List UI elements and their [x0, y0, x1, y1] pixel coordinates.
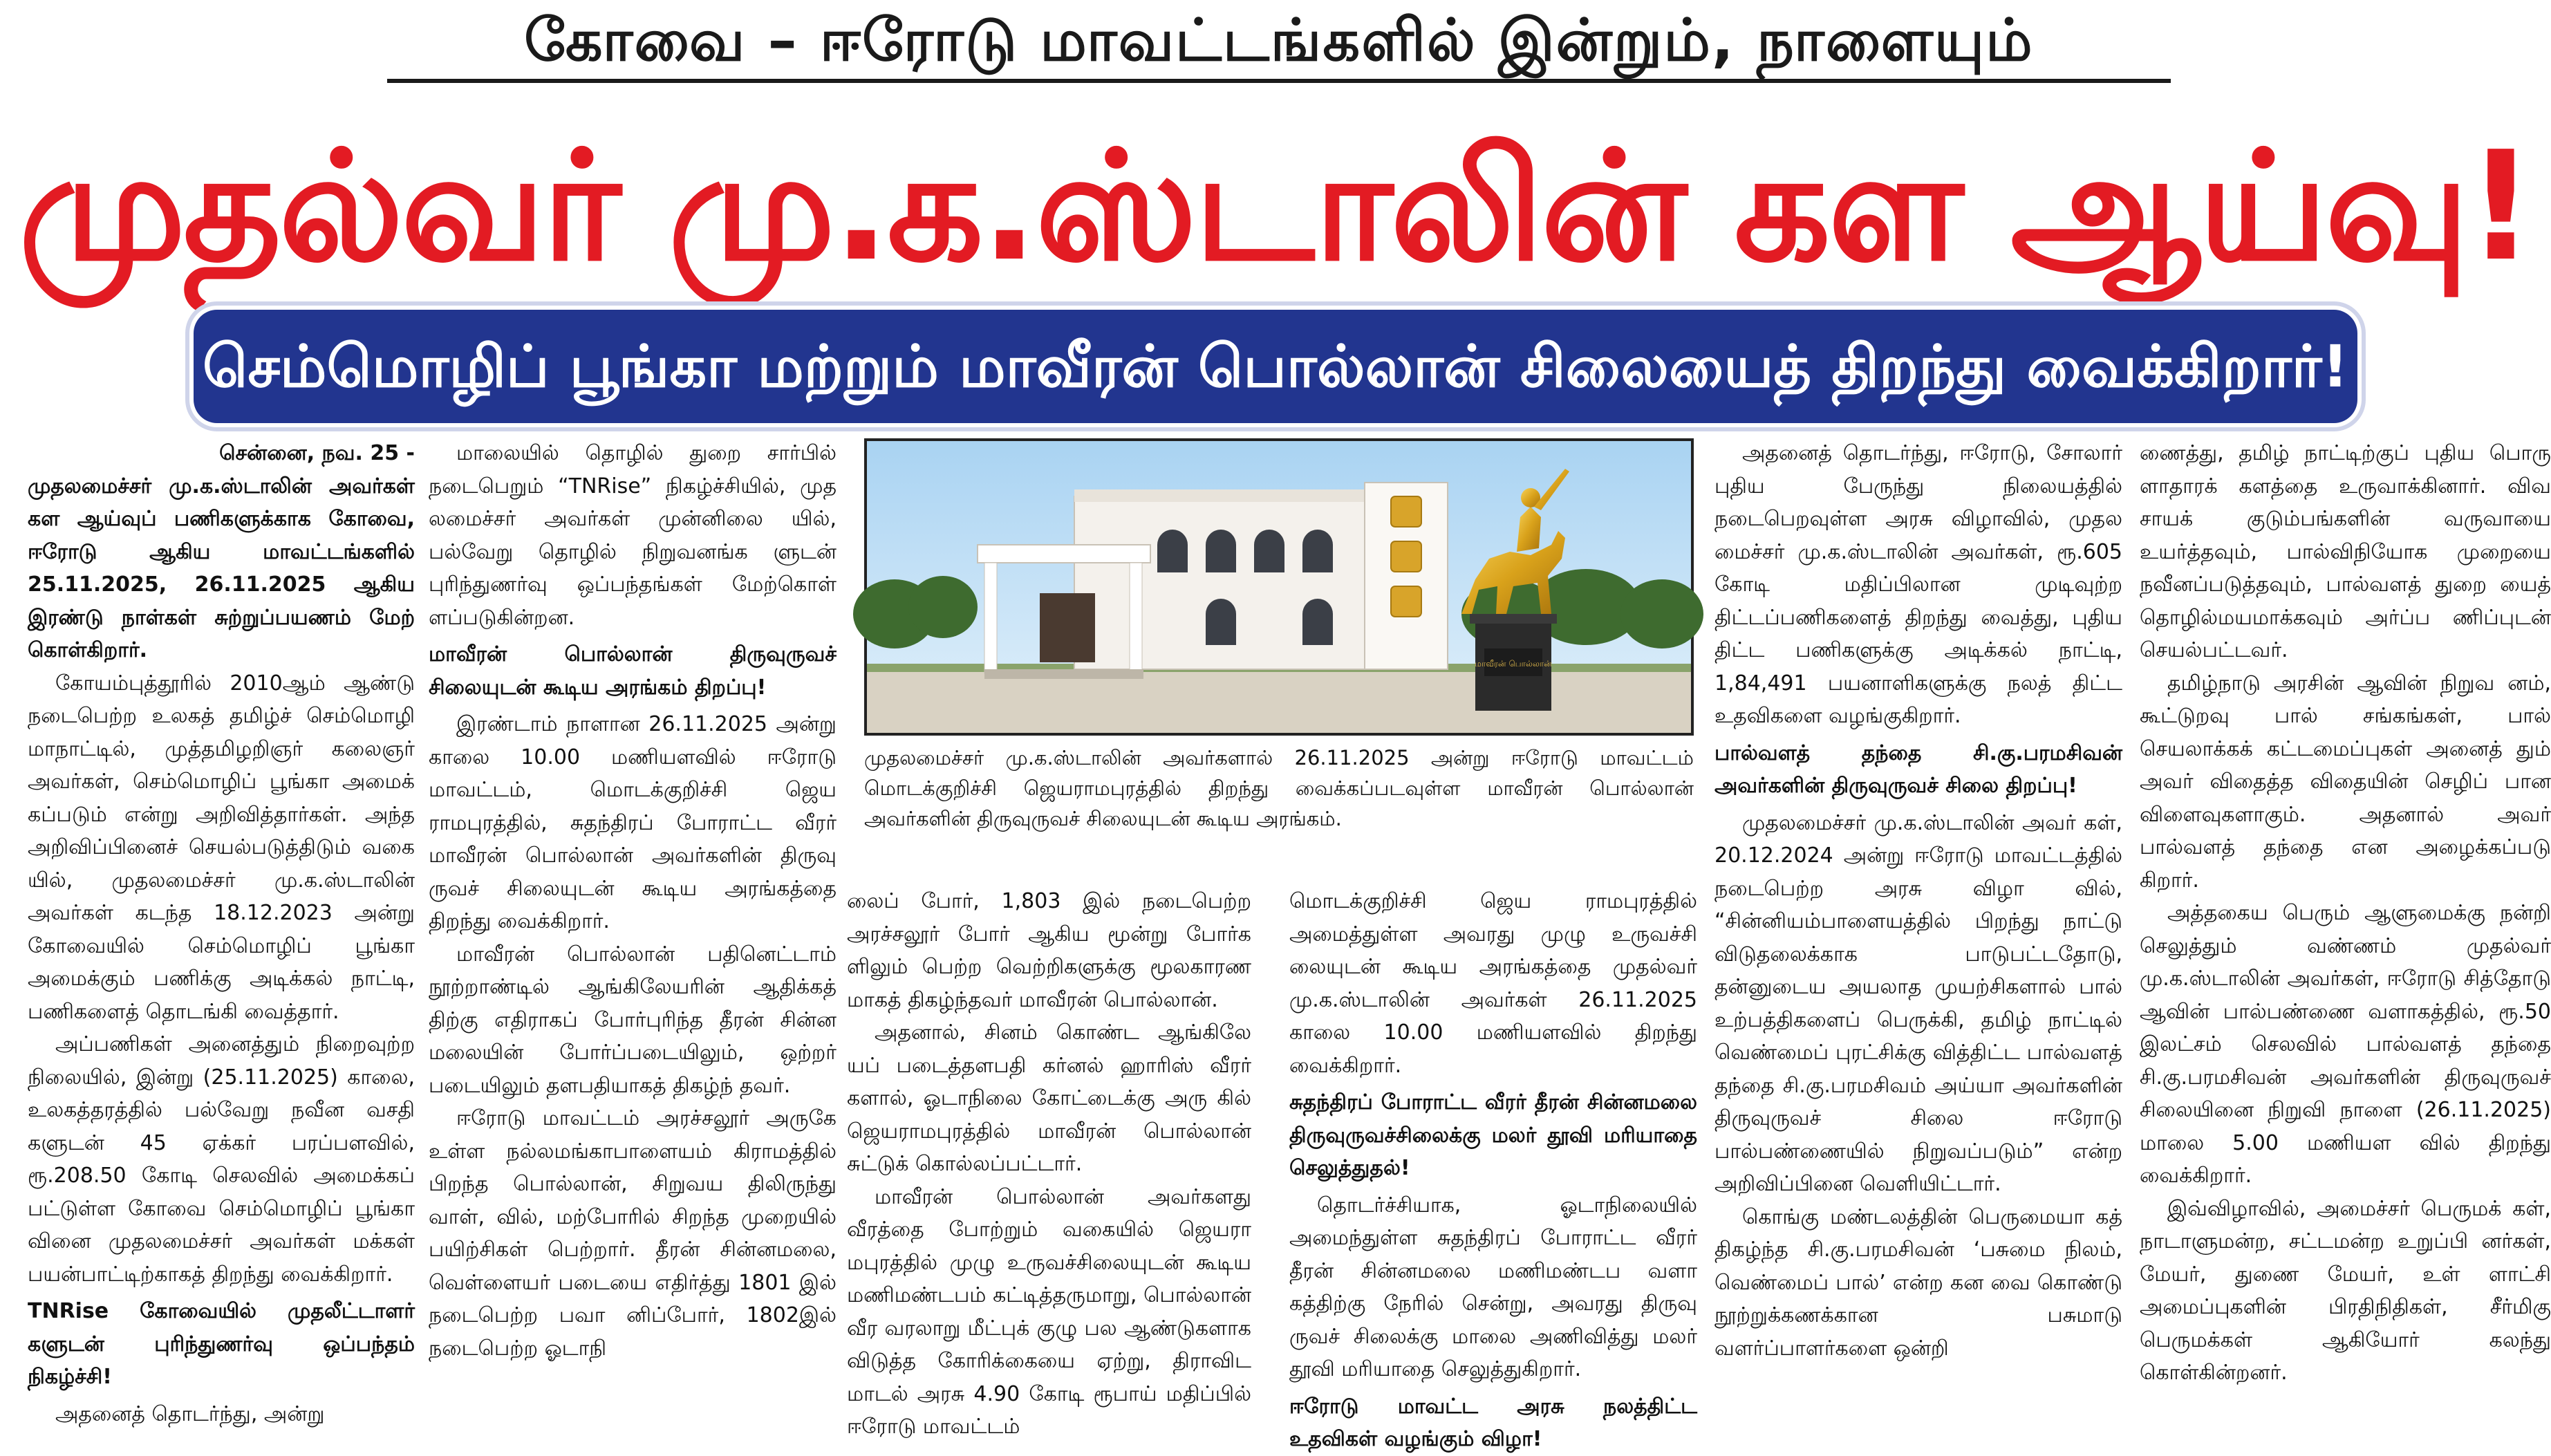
subheading: சுதந்திரப் போராட்ட வீரர் தீரன் சின்னமலை திருவுருவச்சிலைக்கு மலர் தூவி மரியாதை செலுத்துதல்! [1289, 1090, 1697, 1180]
subheading: ஈரோடு மாவட்ட அரசு நலத்திட்ட உதவிகள் வழங்கும் விழா! [1289, 1394, 1697, 1451]
paragraph: அதனைத் தொடர்ந்து, ஈரோடு, சோலார் புதிய பேருந்து நிலையத்தில் நடைபெறவுள்ள அரசு விழாவில், முதல மைச்சர் மு.க.ஸ்டாலின் அவர்கள், ரூ.605 கோடி மதிப்பிலான முடிவுற்ற திட்டப்பணிகளைத் திறந்து வைத்து, புதிய திட்ட பணிகளுக்கு அடிக்கல் நாட்டி, 1,84,491 பயனாளிகளுக்கு நலத் திட்ட உதவிகளை வழங்குகிறார். [1714, 441, 2122, 728]
subheadline-banner [194, 310, 2357, 423]
article-column-3 [847, 885, 1251, 1439]
paragraph: இரண்டாம் நாளான 26.11.2025 அன்று காலை 10.00 மணியளவில் ஈரோடு மாவட்டம், மொடக்குறிச்சி ஜெய ராமபுரத்தில், சுதந்திரப் போராட்ட வீரர் மாவீரன் பொல்லான் அவர்களின் திருவு ருவச் சிலையுடன் கூடிய அரங்கத்தை திறந்து வைக்கிறார். [429, 712, 837, 933]
kicker-underline [387, 79, 2171, 83]
paragraph: ணைத்து, தமிழ் நாட்டிற்குப் புதிய பொரு ளாதாரக் களத்தை உருவாக்கினார். விவ சாயக் குடும்பங்களின் வருவாயை உயர்த்தவும், பால்விநியோக முறையை நவீனப்படுத்தவும், பால்வளத் துறை யைத் தொழில்மயமாக்கவும் அர்ப்ப ணிப்புடன் செயல்பட்டவர். [2140, 441, 2551, 662]
dateline: சென்னை, நவ. 25 - [219, 441, 415, 465]
paragraph: ஈரோடு மாவட்டம் அரச்சலூர் அருகே உள்ள நல்லமங்காபாளையம் கிராமத்தில் பிறந்த பொல்லான், சிறுவய திலிருந்து வாள், வில், மற்போரில் சிறந்த முறையில் பயிற்சிகள் பெற்றார். தீரன் சின்னமலை, வெள்ளையர் படையை எதிர்த்து 1801 இல் நடைபெற்ற பவா னிப்போர், 1802இல் நடைபெற்ற ஓடாநி [429, 1106, 837, 1361]
paragraph: அப்பணிகள் அனைத்தும் நிறைவுற்ற நிலையில், இன்று (25.11.2025) காலை, உலகத்தரத்தில் பல்வேறு நவீன வசதி களுடன் 45 ஏக்கர் பரப்பளவில், ரூ.208.50 கோடி செலவில் அமைக்கப் பட்டுள்ள கோவை செம்மொழிப் பூங்கா வினை முதலமைச்சர் அவர்கள் மக்கள் பயன்பாட்டிற்காகத் திறந்து வைக்கிறார். [28, 1032, 415, 1287]
lead-paragraph: முதலமைச்சர் மு.க.ஸ்டாலின் அவர்கள் கள ஆய்வுப் பணிகளுக்காக கோவை, ஈரோடு ஆகிய மாவட்டங்களில் 25.11.2025, 26.11.2025 ஆகிய இரண்டு நாள்கள் சுற்றுப்பயணம் மேற் கொள்கிறார். [28, 474, 415, 662]
paragraph: அதனால், சினம் கொண்ட ஆங்கிலே யப் படைத்தளபதி கர்னல் ஹாரிஸ் வீரர் களால், ஓடாநிலை கோட்டைக்கு அரு கில் ஜெயராமபுரத்தில் மாவீரன் பொல்லான் சுட்டுக் கொல்லப்பட்டார். [847, 1020, 1251, 1176]
article-column-1 [28, 437, 415, 1426]
paragraph: லைப் போர், 1,803 இல் நடைபெற்ற அரச்சலூர் போர் ஆகிய மூன்று போர்க ளிலும் பெற்ற வெற்றிகளுக்கு மூலகாரண மாகத் திகழ்ந்தவர் மாவீரன் பொல்லான். [847, 889, 1251, 1012]
article-column-6 [2140, 437, 2551, 1412]
paragraph: கொங்கு மண்டலத்தின் பெருமையா கத் திகழ்ந்த சி.கு.பரமசிவன் ‘பசுமை நிலம், வெண்மைப் பால்’ என்ற கன வை கொண்டு நூற்றுக்கணக்கான பசுமாடு வளர்ப்பாளர்களை ஒன்றி [1714, 1204, 2122, 1361]
article-column-2 [429, 437, 837, 1412]
memorial-photo [864, 438, 1694, 736]
memorial-hall-illustration [867, 441, 1691, 733]
paragraph: தொடர்ச்சியாக, ஓடாநிலையில் அமைந்துள்ள சுதந்திரப் போராட்ட வீரர் தீரன் சின்னமலை மணிமண்டப வளா கத்திற்கு நேரில் சென்று, அவரது திருவு ருவச் சிலைக்கு மாலை அணிவித்து மலர் தூவி மரியாதை செலுத்துகிறார். [1289, 1193, 1697, 1381]
paragraph: கோயம்புத்தூரில் 2010ஆம் ஆண்டு நடைபெற்ற உலகத் தமிழ்ச் செம்மொழி மாநாட்டில், முத்தமிழறிஞர் கலைஞர் அவர்கள், செம்மொழிப் பூங்கா அமைக் கப்படும் என்று அறிவித்தார்கள். அந்த அறிவிப்பினைச் செயல்படுத்திடும் வகை யில், முதலமைச்சர் மு.க.ஸ்டாலின் அவர்கள் கடந்த 18.12.2023 அன்று கோவையில் செம்மொழிப் பூங்கா அமைக்கும் பணிக்கு அடிக்கல் நாட்டி, பணிகளைத் தொடங்கி வைத்தார். [28, 671, 415, 1024]
subheading: பால்வளத் தந்தை சி.கு.பரமசிவன் அவர்களின் திருவுருவச் சிலை திறப்பு! [1714, 740, 2122, 798]
paragraph: மொடக்குறிச்சி ஜெய ராமபுரத்தில் அமைத்துள்ள அவரது முழு உருவச்சி லையுடன் கூடிய அரங்கத்தை முதல்வர் மு.க.ஸ்டாலின் அவர்கள் 26.11.2025 காலை 10.00 மணியளவில் திறந்து வைக்கிறார். [1289, 889, 1697, 1078]
subheadline-text: செம்மொழிப் பூங்கா மற்றும் மாவீரன் பொல்லான் சிலையைத் திறந்து வைக்கிறார்! [202, 333, 2349, 400]
paragraph: மாவீரன் பொல்லான் பதினெட்டாம் நூற்றாண்டில் ஆங்கிலேயரின் ஆதிக்கத் திற்கு எதிராகப் போர்புரிந்த தீரன் சின்ன மலையின் போர்ப்படையிலும், ஒற்றர் படையிலும் தளபதியாகத் திகழ்ந் தவர். [429, 942, 837, 1098]
paragraph: இவ்விழாவில், அமைச்சர் பெருமக் கள், நாடாளுமன்ற, சட்டமன்ற உறுப்பி னர்கள், மேயர், துணை மேயர், உள் ளாட்சி அமைப்புகளின் பிரதிநிதிகள், சீர்மிகு பெருமக்கள் ஆகியோர் கலந்து கொள்கின்றனர். [2140, 1196, 2551, 1385]
plaque-label: மாவீரன் பொல்லான் [1475, 659, 1552, 669]
subheading: TNRise கோவையில் முதலீட்டாளர் களுடன் புரிந்துணர்வு ஒப்பந்தம் நிகழ்ச்சி! [28, 1299, 415, 1389]
kicker-headline: கோவை – ஈரோடு மாவட்டங்களில் இன்றும், நாளையும் [524, 6, 2034, 74]
paragraph: அத்தகைய பெரும் ஆளுமைக்கு நன்றி செலுத்தும் வண்ணம் முதல்வர் மு.க.ஸ்டாலின் அவர்கள், ஈரோடு சித்தோடு ஆவின் பால்பண்ணை வளாகத்தில், ரூ.50 இலட்சம் செலவில் பால்வளத் தந்தை சி.கு.பரமசிவன் அவர்களின் திருவுருவச் சிலையினை நிறுவி நாளை (26.11.2025) மாலை 5.00 மணியள வில் திறந்து வைக்கிறார். [2140, 901, 2551, 1188]
paragraph: அதனைத் தொடர்ந்து, அன்று [55, 1401, 325, 1426]
main-headline: முதல்வர் மு.க.ஸ்டாலின் கள ஆய்வு! [18, 120, 2533, 295]
paragraph: மாவீரன் பொல்லான் அவர்களது வீரத்தை போற்றும் வகையில் ஜெயரா மபுரத்தில் முழு உருவச்சிலையுடன் கூடிய மணிமண்டபம் கட்டித்தருமாறு, பொல்லான் வீர வரலாறு மீட்புக் குழு பல ஆண்டுகளாக விடுத்த கோரிக்கையை ஏற்று, திராவிட மாடல் அரசு 4.90 கோடி ரூபாய் மதிப்பில் ஈரோடு மாவட்டம் [847, 1184, 1251, 1439]
subheading: மாவீரன் பொல்லான் திருவுருவச் சிலையுடன் கூடிய அரங்கம் திறப்பு! [429, 642, 837, 700]
article-column-4 [1289, 885, 1697, 1451]
photo-block [864, 438, 1694, 877]
paragraph: தமிழ்நாடு அரசின் ஆவின் நிறுவ னம், கூட்டுறவு பால் சங்கங்கள், பால் செயலாக்கக் கட்டமைப்புகள் அனைத் தும் அவர் விதைத்த விதையின் செழிப் பான விளைவுகளாகும். அதனால் அவர் பால்வளத் தந்தை என அழைக்கப்படு கிறார். [2140, 671, 2551, 893]
paragraph: முதலமைச்சர் மு.க.ஸ்டாலின் அவர் கள், 20.12.2024 அன்று ஈரோடு மாவட்டத்தில் நடைபெற்ற அரசு விழா வில், “சின்னியம்பாளையத்தில் பிறந்து நாட்டு விடுதலைக்காக பாடுபட்டதோடு, தன்னுடைய அயலாத முயற்சிகளால் பால் உற்பத்திகளைப் பெருக்கி, தமிழ் நாட்டில் வெண்மைப் புரட்சிக்கு வித்திட்ட பால்வளத் தந்தை சி.கு.பரமசிவம் அய்யா அவர்களின் திருவுருவச் சிலை ஈரோடு பால்பண்ணையில் நிறுவப்படும்” என்ற அறிவிப்பினை வெளியிட்டார். [1714, 810, 2122, 1196]
article-column-5 [1714, 437, 2122, 1412]
photo-caption: முதலமைச்சர் மு.க.ஸ்டாலின் அவர்களால் 26.11.2025 அன்று ஈரோடு மாவட்டம் மொடக்குறிச்சி ஜெயராமபுரத்தில் திறந்து வைக்கப்படவுள்ள மாவீரன் பொல்லான் அவர்களின் திருவுருவச் சிலையுடன் கூடிய அரங்கம். [864, 746, 1694, 830]
paragraph: மாலையில் தொழில் துறை சார்பில் நடைபெறும் “TNRise” நிகழ்ச்சியில், முத லமைச்சர் அவர்கள் முன்னிலை யில், பல்வேறு தொழில் நிறுவனங்க ளுடன் புரிந்துணர்வு ஒப்பந்தங்கள் மேற்கொள் ளப்படுகின்றன. [429, 441, 837, 630]
